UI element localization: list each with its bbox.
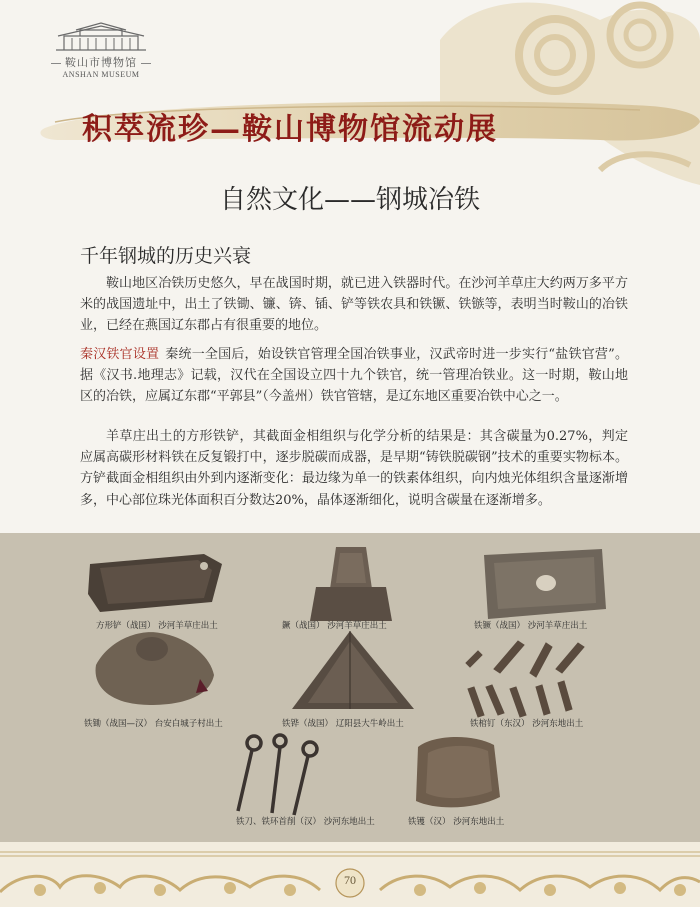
artifact-caption: 铁镢（战国） 沙河羊草庄出土 [474,621,588,631]
iron-knives-image [228,733,328,817]
page-number: 70 [344,873,356,887]
jue-tool-image [306,543,396,627]
iron-coffin-nails-image [460,629,600,719]
artifact-caption: 铁铧（战国） 辽阳县大牛岭出土 [282,719,404,729]
paragraph-analysis: 羊草庄出土的方形铁铲，其截面金相组织与化学分析的结果是：其含碳量为0.27%，判定应属高碳形材料铁在反复锻打中，逐步脱碳而成器，是早期“铸铁脱碳钢”技术的重要实物标本。方铲截面金相组织由外到内逐渐变化：最边缘为单一的铁素体组织，向内烛光体组织含量逐渐增多，中心部位珠光体面积百分数达20%，晶体逐渐细化，说明含碳量在逐渐增多。 [80,429,628,508]
paragraph-intro: 鞍山地区冶铁历史悠久，早在战国时期，就已进入铁器时代。在沙河羊草庄大约两万多平方米的战国遗址中，出土了铁锄、镰、锛、锸、铲等铁农具和铁镢、铁镞等，表明当时鞍山的冶铁业，已经在燕国辽东郡占有很重要的地位。 [80,276,628,334]
artifact-caption: 铁锄（战国—汉） 台安白城子村出土 [84,719,223,729]
paragraph-heading-highlight: 秦汉铁官设置 [80,347,160,362]
artifact-caption: 铁刀、铁环首削（汉） 沙河东地出土 [236,817,375,827]
iron-hoe-image [90,625,218,709]
artifact-caption: 铁镬（汉） 沙河东地出土 [408,817,505,827]
iron-pickaxe-image [480,547,608,623]
artifact-photo-panel [0,533,700,842]
artifact-caption: 铁棺钉（东汉） 沙河东地出土 [470,719,584,729]
paragraph-body: 秦统一全国后，始设铁官管理全国冶铁事业，汉武帝时进一步实行“盐铁官营”。据《汉书.地理志》记载，汉代在全国设立四十九个铁官，统一管理冶铁业。这一时期，鞍山地区的冶铁，应属辽东郡“平郭县”（今盖州）铁官管辖，是辽东地区重要冶铁中心之一。 [80,347,628,405]
museum-building-icon [50,22,152,52]
section-title: 自然文化——钢城冶铁 [219,185,480,215]
museum-name-english: ANSHAN MUSEUM [62,70,140,79]
iron-plowshare-image [288,627,418,717]
iron-huo-image [412,731,504,813]
artifact-caption: 方形铲（战国） 沙河羊草庄出土 [96,621,218,631]
square-shovel-image [86,550,226,620]
artifact-caption: 鐝（战国） 沙河羊草庄出土 [282,621,387,631]
paragraph-qin-han [80,344,628,408]
museum-logo [42,22,160,80]
exhibit-title: 积萃流珍—鞍山博物馆流动展 [82,112,498,147]
subsection-title: 千年钢城的历史兴衰 [80,245,252,267]
museum-name-chinese: 鞍山市博物馆 [42,54,160,70]
